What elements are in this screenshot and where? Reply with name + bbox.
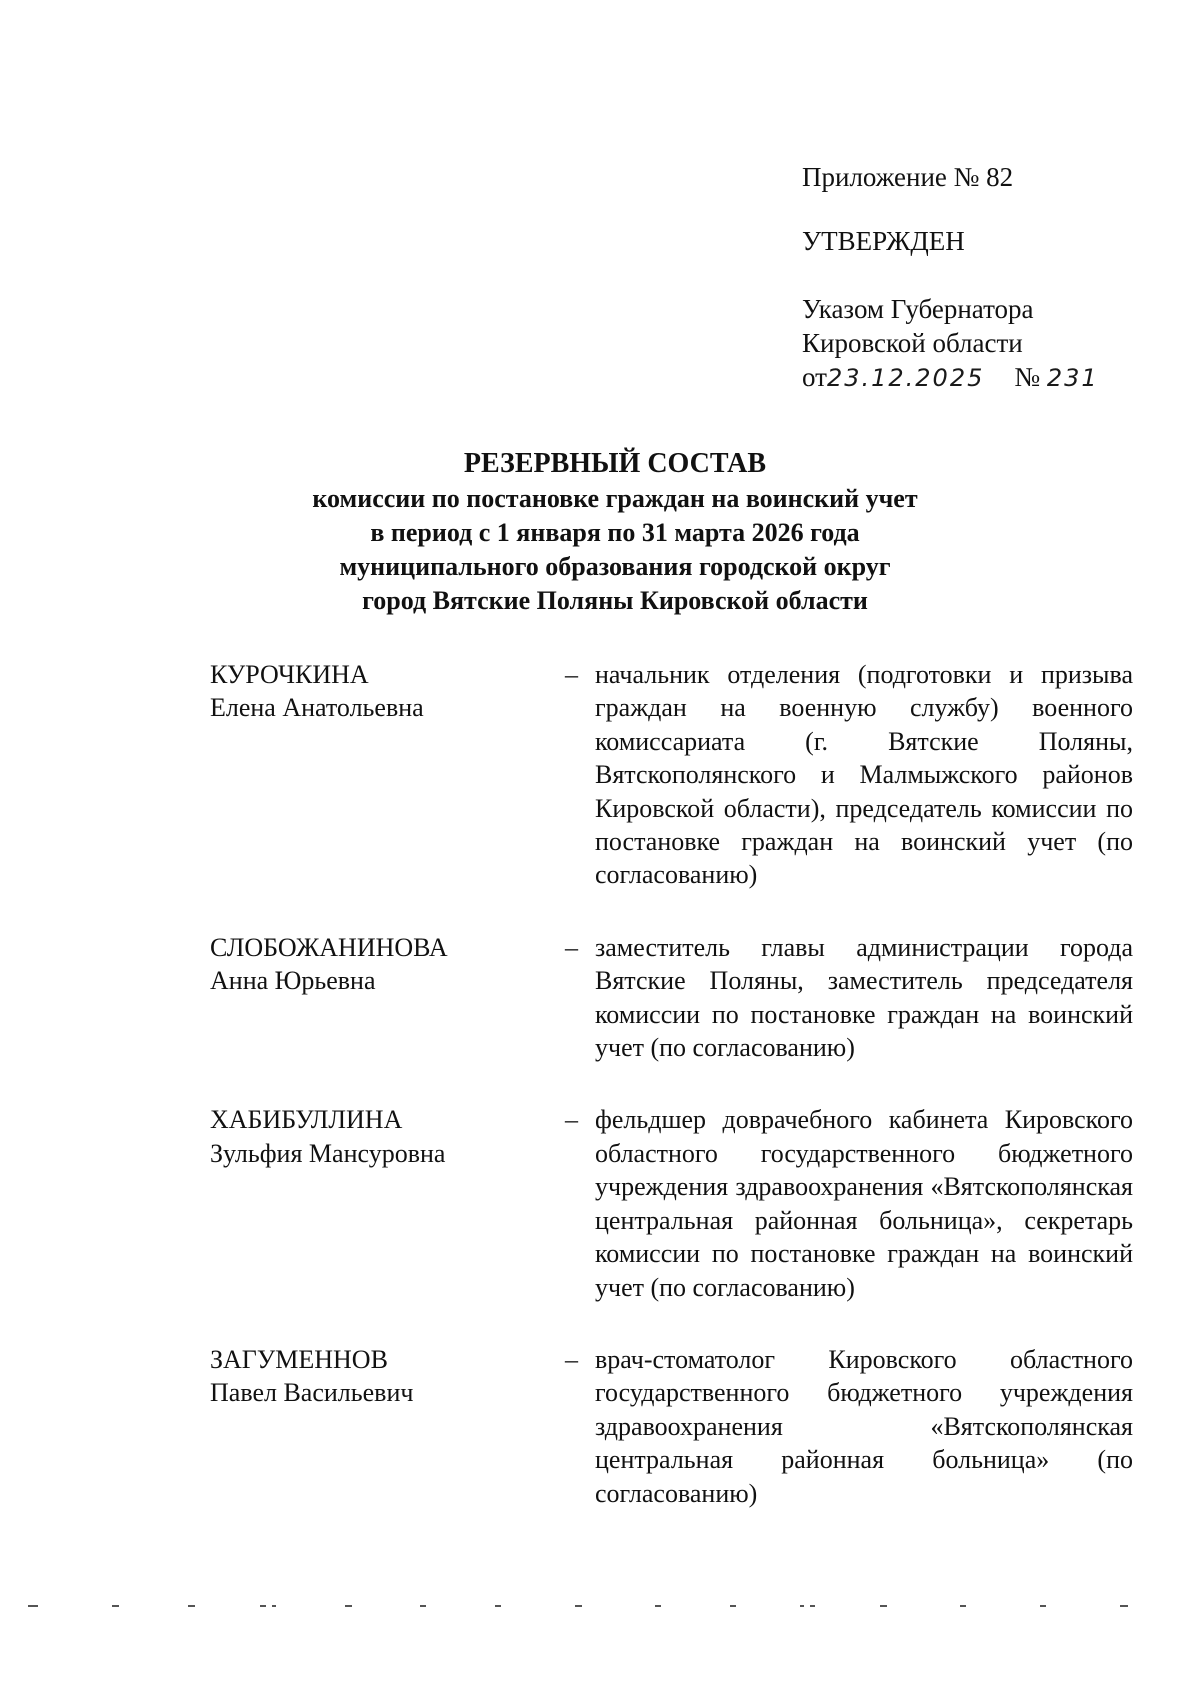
document-title <box>200 446 1030 618</box>
member-given-names: Елена Анатольевна <box>210 693 424 723</box>
approved-label: УТВЕРЖДЕН <box>802 226 965 256</box>
member-name <box>210 1343 565 1510</box>
member-dash: – <box>565 660 578 689</box>
title-main: РЕЗЕРВНЫЙ СОСТАВ <box>463 448 767 479</box>
member-name <box>210 931 565 1065</box>
decree-date-number <box>802 360 1162 395</box>
number-prefix: № <box>1014 362 1041 392</box>
member-entry <box>210 1343 1140 1510</box>
member-name <box>210 658 565 892</box>
handwritten-number: 231 <box>1046 364 1099 392</box>
decree-reference <box>802 292 1162 395</box>
title-sub-line-4: город Вятские Поляны Кировской области <box>362 586 868 615</box>
appendix-label: Приложение № 82 <box>802 162 1014 192</box>
member-given-names: Павел Васильевич <box>210 1378 414 1408</box>
title-sub-line-3: муниципального образования городской округ <box>339 552 891 581</box>
member-surname: ЗАГУМЕННОВ <box>210 1344 388 1374</box>
appendix-header <box>802 160 1162 395</box>
member-dash: – <box>565 1344 578 1374</box>
member-role: заместитель главы администрации города Вятские Поляны, заместитель председателя комиссии по постановке граждан на воинский учет (по согласованию) <box>595 932 1133 1063</box>
member-name <box>210 1103 565 1303</box>
member-list <box>210 658 1140 1510</box>
title-sub-line-2: в период с 1 января по 31 марта 2026 года <box>370 518 860 547</box>
date-prefix: от <box>802 362 827 392</box>
member-given-names: Анна Юрьевна <box>210 966 376 996</box>
decree-line-2: Кировской области <box>802 328 1023 358</box>
member-dash: – <box>565 1105 578 1135</box>
member-entry <box>210 1103 1140 1303</box>
decree-line-1: Указом Губернатора <box>802 294 1034 324</box>
member-entry <box>210 931 1140 1065</box>
handwritten-date: 23.12.2025 <box>826 364 985 392</box>
member-surname: СЛОБОЖАНИНОВА <box>210 932 448 962</box>
member-role: начальник отделения (подготовки и призыва граждан на военную службу) военного комиссариата (г. Вятские Поляны, Вятскополянского и Малмыжского районов Кировской области), председатель комиссии по постановке граждан на воинский учет (по согласованию) <box>595 660 1133 890</box>
member-surname: ХАБИБУЛЛИНА <box>210 1105 403 1135</box>
member-role: фельдшер доврачебного кабинета Кировского областного государственного бюджетного учреждения здравоохранения «Вятскополянская центральная районная больница», секретарь комиссии по постановке граждан на воинский учет (по согласованию) <box>595 1105 1133 1302</box>
title-sub-line-1: комиссии по постановке граждан на воинский учет <box>312 484 918 513</box>
member-dash: – <box>565 932 578 962</box>
scan-artifact-dots <box>0 1600 1200 1612</box>
member-given-names: Зульфия Мансуровна <box>210 1138 446 1168</box>
member-role: врач-стоматолог Кировского областного государственного бюджетного учреждения здравоохранения «Вятскополянская центральная районная больница» (по согласованию) <box>595 1344 1133 1508</box>
member-surname: КУРОЧКИНА <box>210 660 369 689</box>
member-entry <box>210 658 1140 892</box>
